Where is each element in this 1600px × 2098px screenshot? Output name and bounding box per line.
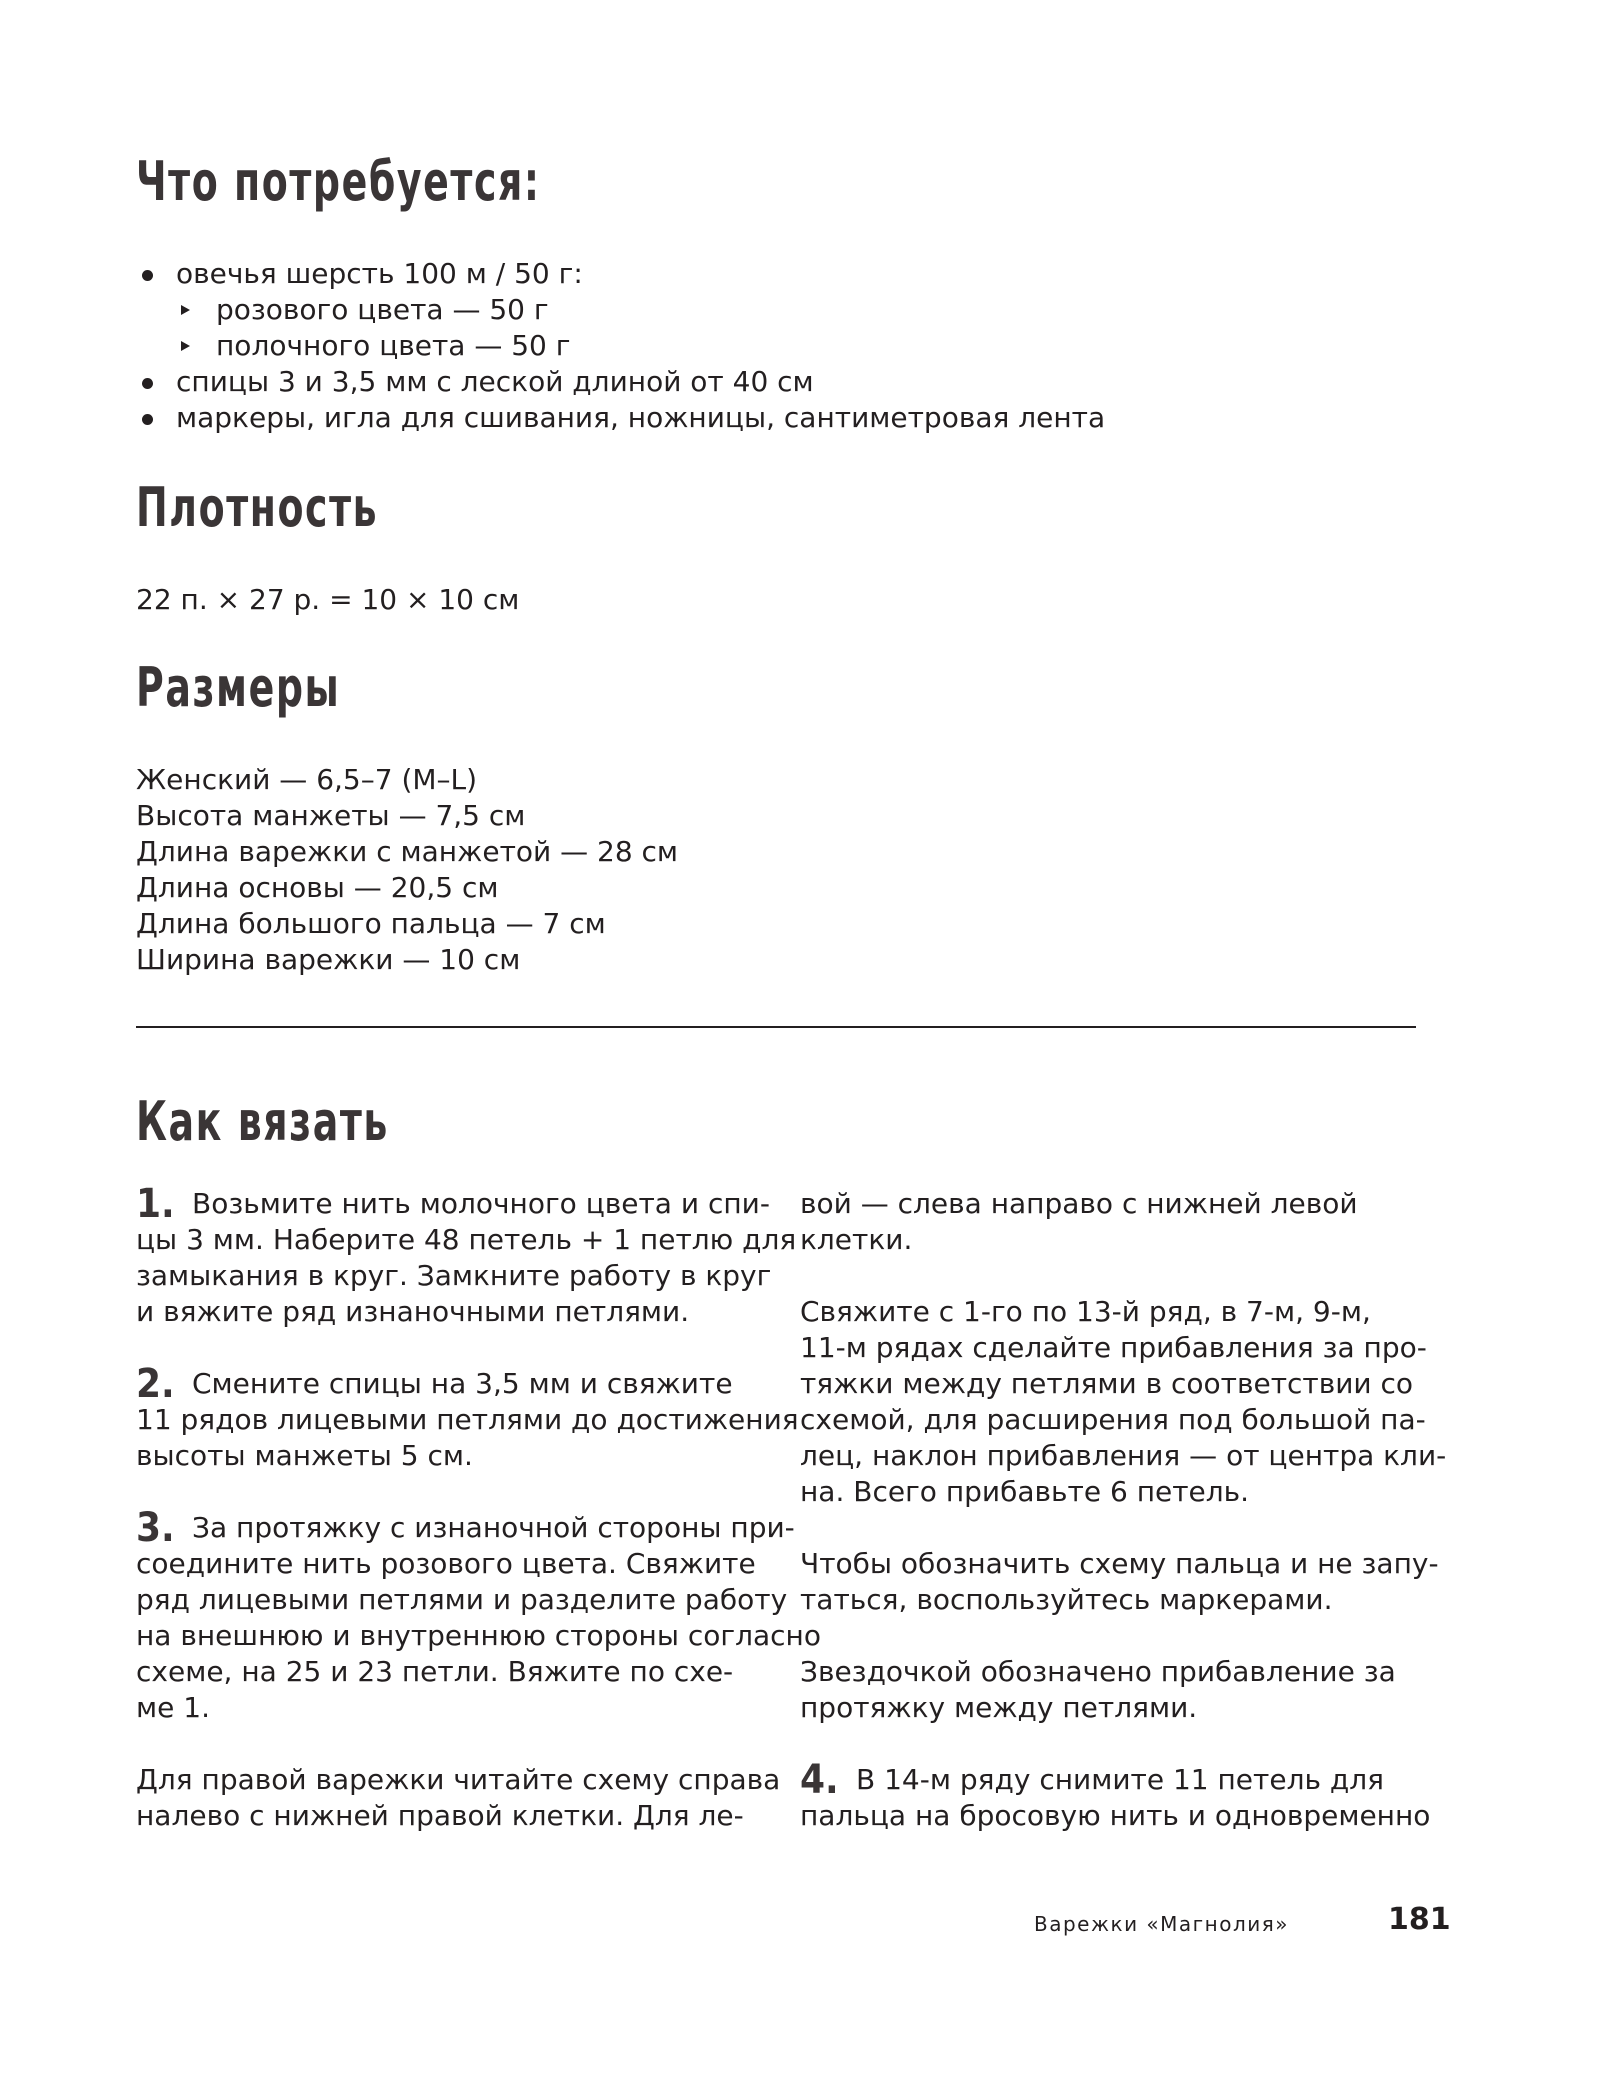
list-item: спицы 3 и 3,5 мм с леской длиной от 40 см	[136, 364, 1105, 400]
step-text: схеме, на 25 и 23 петли. Вяжите по схе-	[136, 1655, 734, 1688]
running-footer-title: Варежки «Магнолия»	[1034, 1912, 1290, 1936]
step-4	[800, 1757, 1431, 1834]
step-text: и вяжите ряд изнаночными петлями.	[136, 1295, 690, 1328]
materials-list	[136, 256, 1105, 436]
step-number: 2.	[136, 1361, 175, 1407]
list-item: Длина основы — 20,5 см	[136, 871, 499, 904]
density-value: 22 п. × 27 р. = 10 × 10 см	[136, 583, 520, 616]
paragraph-text: 11-м рядах сделайте прибавления за про-	[800, 1331, 1427, 1364]
instructions-left-column	[136, 1181, 821, 1870]
step-3	[136, 1505, 821, 1726]
sizes-heading: Размеры	[136, 656, 341, 719]
paragraph-text: схемой, для расширения под большой па-	[800, 1403, 1426, 1436]
list-item: розового цвета — 50 г	[136, 292, 1105, 328]
step-number: 4.	[800, 1757, 839, 1803]
paragraph-text: налево с нижней правой клетки. Для ле-	[136, 1799, 744, 1832]
density-heading: Плотность	[136, 476, 379, 539]
paragraph-text: Для правой варежки читайте схему справа	[136, 1763, 781, 1796]
section-divider	[136, 1026, 1416, 1028]
paragraph-text: на. Всего прибавьте 6 петель.	[800, 1475, 1250, 1508]
list-item: Длина большого пальца — 7 см	[136, 907, 606, 940]
step-text: Возьмите нить молочного цвета и спи-	[192, 1187, 770, 1220]
step-text: ме 1.	[136, 1691, 210, 1724]
step-text: высоты манжеты 5 см.	[136, 1439, 473, 1472]
materials-heading: Что потребуется:	[136, 150, 541, 213]
paragraph-text: Свяжите с 1-го по 13-й ряд, в 7-м, 9-м,	[800, 1295, 1371, 1328]
step-text: ряд лицевыми петлями и разделите работу	[136, 1583, 788, 1616]
step-text: 11 рядов лицевыми петлями до достижения	[136, 1403, 799, 1436]
step-text: пальца на бросовую нить и одновременно	[800, 1799, 1431, 1832]
step-text: Смените спицы на 3,5 мм и свяжите	[192, 1367, 733, 1400]
paragraph-rows	[800, 1294, 1447, 1510]
step-number: 1.	[136, 1181, 175, 1227]
paragraph-text: Звездочкой обозначено прибавление за	[800, 1655, 1396, 1688]
howto-heading: Как вязать	[136, 1090, 389, 1153]
paragraph-star	[800, 1654, 1420, 1726]
paragraph-text: клетки.	[800, 1223, 913, 1256]
paragraph-text: таться, воспользуйтесь маркерами.	[800, 1583, 1333, 1616]
step-text: на внешнюю и внутреннюю стороны согласно	[136, 1619, 821, 1652]
step-text: замыкания в круг. Замкните работу в круг	[136, 1259, 772, 1292]
paragraph-text: тяжки между петлями в соответствии со	[800, 1367, 1414, 1400]
paragraph-text: лец, наклон прибавления — от центра кли-	[800, 1439, 1447, 1472]
list-item: овечья шерсть 100 м / 50 г:	[136, 256, 1105, 292]
sizes-list	[136, 762, 678, 978]
list-item: полочного цвета — 50 г	[136, 328, 1105, 364]
list-item: Ширина варежки — 10 см	[136, 943, 521, 976]
step-text: В 14-м ряду снимите 11 петель для	[856, 1763, 1384, 1796]
paragraph-text: протяжку между петлями.	[800, 1691, 1198, 1724]
step-2	[136, 1361, 799, 1474]
paragraph-right-mitten	[136, 1762, 781, 1834]
instructions-right-column	[800, 1186, 1447, 1870]
page-number: 181	[1388, 1902, 1451, 1937]
step-text: цы 3 мм. Наберите 48 петель + 1 петлю для	[136, 1223, 797, 1256]
step-text: За протяжку с изнаночной стороны при-	[192, 1511, 795, 1544]
step-text: соедините нить розового цвета. Свяжите	[136, 1547, 756, 1580]
step-number: 3.	[136, 1505, 175, 1551]
paragraph-markers	[800, 1546, 1439, 1618]
paragraph-text: вой — слева направо с нижней левой	[800, 1187, 1358, 1220]
step-1	[136, 1181, 797, 1330]
list-item: Длина варежки с манжетой — 28 см	[136, 835, 679, 868]
list-item: Высота манжеты — 7,5 см	[136, 799, 526, 832]
list-item: Женский — 6,5–7 (M–L)	[136, 763, 478, 796]
paragraph-text: Чтобы обозначить схему пальца и не запу-	[800, 1547, 1439, 1580]
list-item: маркеры, игла для сшивания, ножницы, сантиметровая лента	[136, 400, 1105, 436]
paragraph-left-mitten	[800, 1186, 1420, 1258]
